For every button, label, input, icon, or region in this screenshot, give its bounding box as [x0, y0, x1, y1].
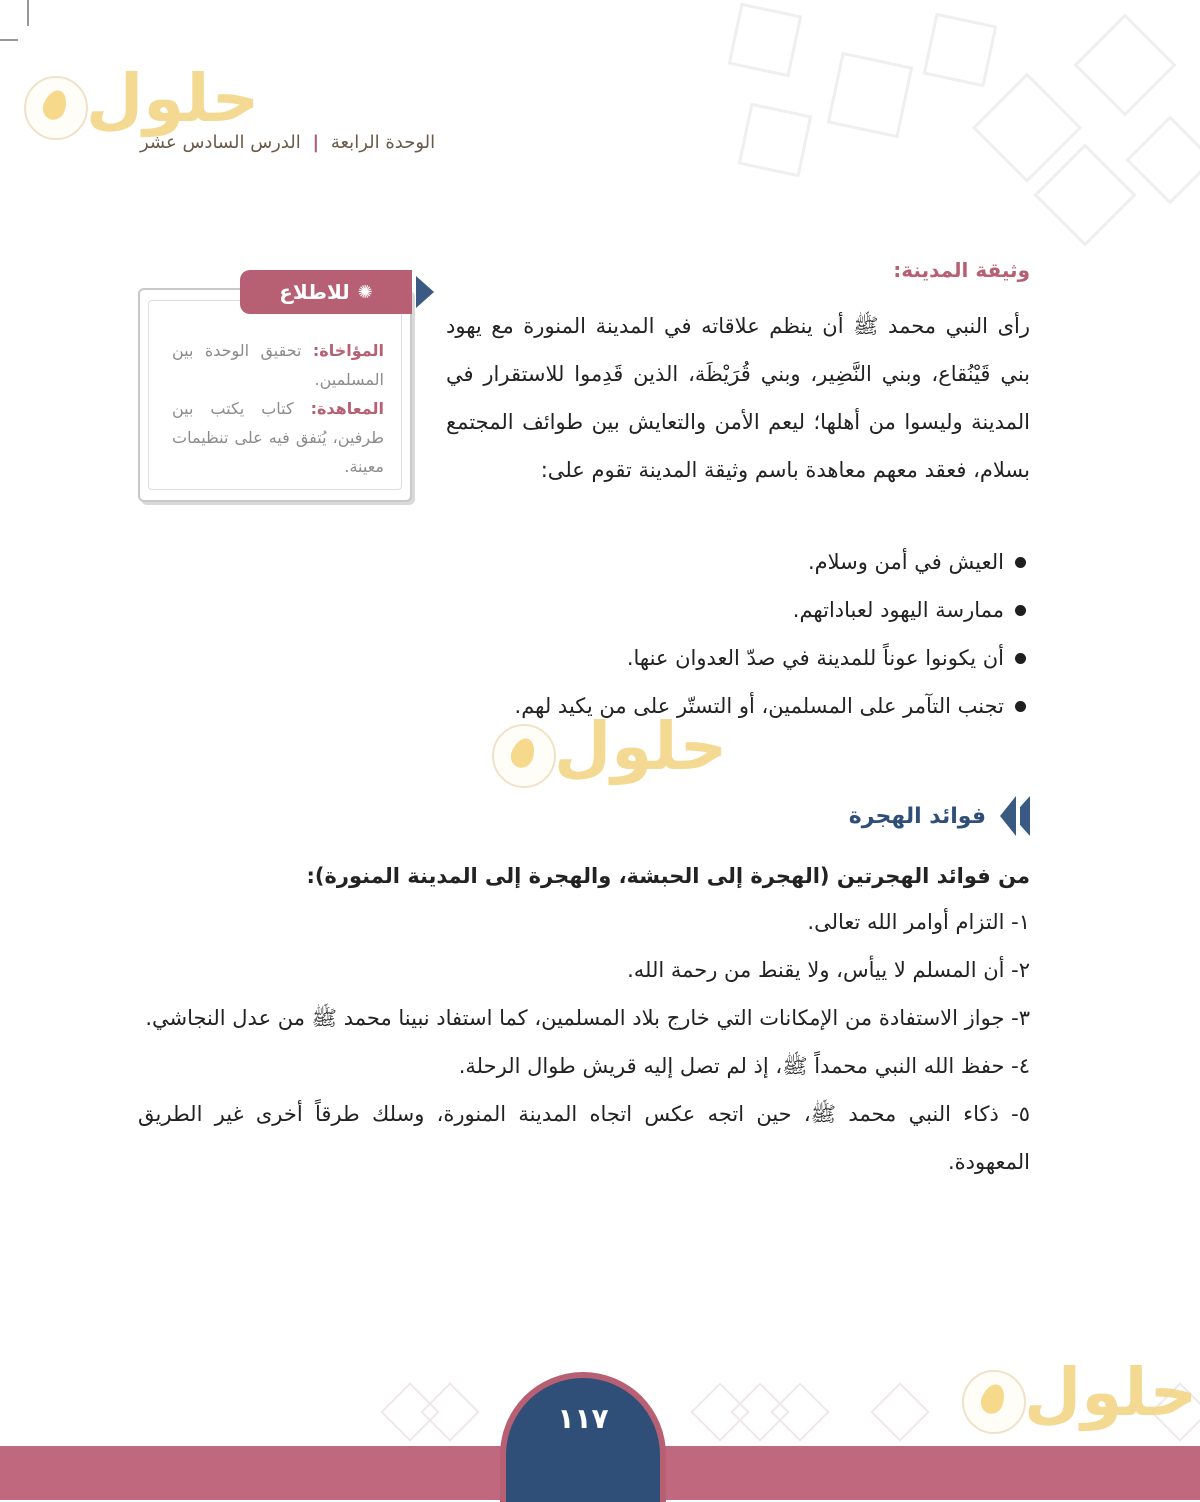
- note-title: للاطلاع: [279, 280, 350, 304]
- info-note-box: [138, 270, 412, 502]
- breadcrumb: [140, 132, 435, 153]
- logo-text: حلول: [554, 708, 728, 785]
- note-term: المؤاخاة:: [312, 341, 384, 360]
- note-item: [172, 336, 384, 394]
- list-item: ١- التزام أوامر الله تعالى.: [807, 910, 1030, 934]
- bullet-list: [390, 538, 1030, 730]
- note-title-tab: [240, 270, 412, 314]
- section-title: فوائد الهجرة: [848, 803, 986, 829]
- note-item: [172, 394, 384, 481]
- list-item: ٤- حفظ الله النبي محمداً ﷺ، إذ لم تصل إليه قريش طوال الرحلة.: [458, 1054, 1030, 1078]
- list-item: ممارسة اليهود لعباداتهم.: [390, 586, 1030, 634]
- logo-text: حلول: [86, 60, 260, 137]
- note-term: المعاهدة:: [310, 399, 384, 418]
- lesson-label: الدرس السادس عشر: [140, 132, 301, 153]
- note-text: [172, 336, 384, 481]
- note-definition: كتاب يكتب بين طرفين، يُتفق فيه على تنظيمات معينة.: [172, 399, 384, 476]
- section-paragraph: رأى النبي محمد ﷺ أن ينظم علاقاته في المدينة المنورة مع يهود بني قَيْنُقاع، وبني النَّضِير، وبني قُرَيْظَة، الذين قَدِموا للاستقرار في المدينة وليسوا من أهلها؛ ليعم الأمن والتعايش بين طوائف المجتمع بسلام، فعقد معهم معاهدة باسم وثيقة المدينة تقوم على:: [446, 314, 1030, 482]
- section-title-medina-document: وثيقة المدينة:: [893, 258, 1030, 282]
- list-item: أن يكونوا عوناً للمدينة في صدّ العدوان عنها.: [390, 634, 1030, 682]
- chevron-icon: [416, 276, 434, 308]
- double-chevron-icon: [998, 796, 1030, 836]
- breadcrumb-separator: |: [312, 132, 320, 153]
- logo-text: حلول: [1024, 1354, 1198, 1431]
- list-item: ٥- ذكاء النبي محمد ﷺ، حين اتجه عكس اتجاه المدينة المنورة، وسلك طرقاً أخرى غير الطريق المعهودة.: [138, 1102, 1030, 1174]
- section-heading-hijra-benefits: [849, 796, 1030, 836]
- page-number-badge: [500, 1372, 666, 1502]
- lamp-icon: ✺: [357, 281, 373, 303]
- section-intro: من فوائد الهجرتين (الهجرة إلى الحبشة، والهجرة إلى المدينة المنورة):: [306, 864, 1030, 888]
- list-item: ٢- أن المسلم لا ييأس، ولا يقنط من رحمة الله.: [627, 958, 1030, 982]
- note-definition: تحقيق الوحدة بين المسلمين.: [172, 341, 384, 389]
- unit-label: الوحدة الرابعة: [330, 132, 436, 153]
- benefits-list: [138, 898, 1030, 1186]
- list-item: العيش في أمن وسلام.: [390, 538, 1030, 586]
- page-number: ١١٧: [557, 1402, 609, 1435]
- list-item: تجنب التآمر على المسلمين، أو التستّر على من يكيد لهم.: [390, 682, 1030, 730]
- list-item: ٣- جواز الاستفادة من الإمكانات التي خارج بلاد المسلمين، كما استفاد نبينا محمد ﷺ من عدل النجاشي.: [145, 1006, 1030, 1030]
- watermark-logo-footer: [962, 1354, 1198, 1442]
